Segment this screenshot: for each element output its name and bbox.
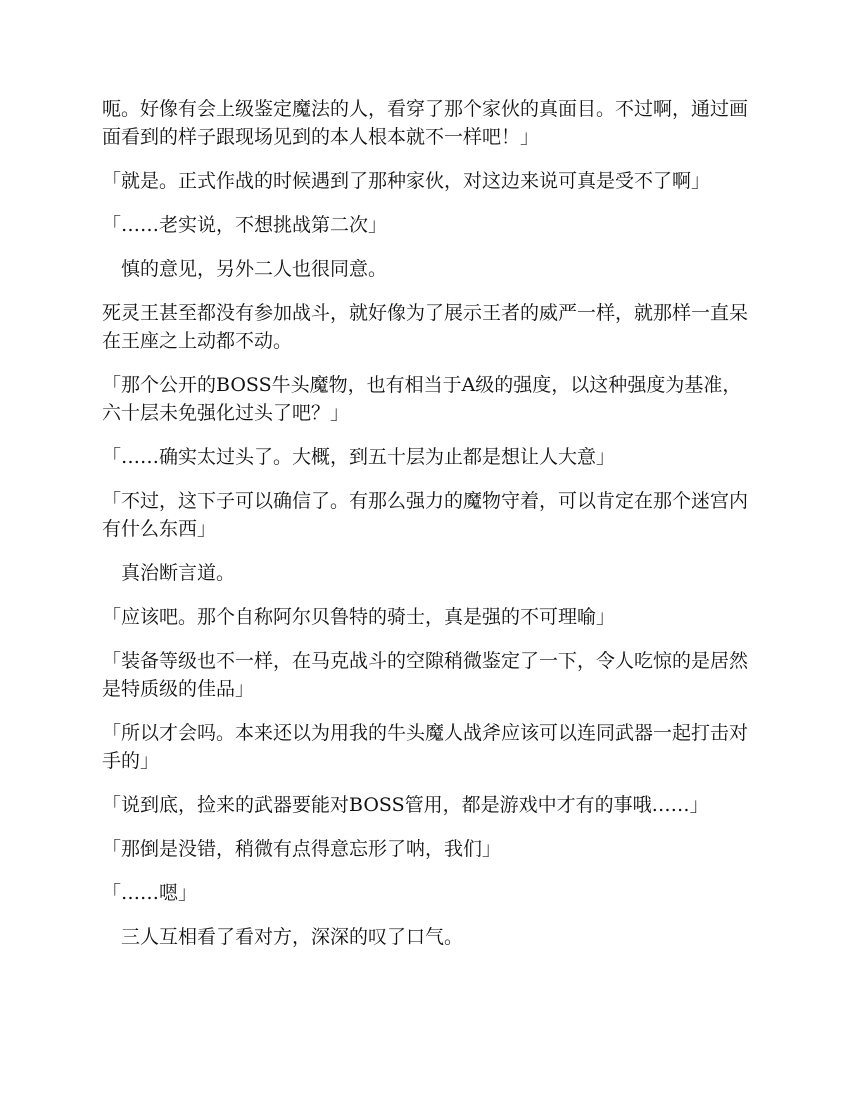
paragraph: 「……老实说，不想挑战第二次」 — [102, 214, 388, 236]
paragraph: 「那个公开的BOSS牛头魔物，也有相当于A级的强度，以这种强度为基准，六十层未免强化过头了吧？」 — [102, 374, 742, 424]
paragraph: 「说到底，捡来的武器要能对BOSS管用，都是游戏中才有的事哦……」 — [102, 794, 709, 816]
paragraph: 「那倒是没错，稍微有点得意忘形了呐，我们」 — [102, 838, 502, 860]
paragraph: 「……嗯」 — [102, 882, 198, 904]
paragraph: 「所以才会吗。本来还以为用我的牛头魔人战斧应该可以连同武器一起打击对手的」 — [102, 722, 749, 772]
paragraph: 慎的意见，另外二人也很同意。 — [121, 258, 388, 280]
paragraph: 「不过，这下子可以确信了。有那么强力的魔物守着，可以肯定在那个迷宫内有什么东西」 — [102, 490, 749, 540]
paragraph: 「就是。正式作战的时候遇到了那种家伙，对这边来说可真是受不了啊」 — [102, 170, 711, 192]
paragraph: 呃。好像有会上级鉴定魔法的人，看穿了那个家伙的真面目。不过啊，通过画面看到的样子跟现场见到的本人根本就不一样吧！」 — [102, 98, 749, 148]
paragraph: 真治断言道。 — [121, 562, 236, 584]
paragraph: 死灵王甚至都没有参加战斗，就好像为了展示王者的威严一样，就那样一直呆在王座之上动都不动。 — [102, 302, 749, 352]
paragraph: 三人互相看了看对方，深深的叹了口气。 — [121, 926, 464, 948]
paragraph: 「应该吧。那个自称阿尔贝鲁特的骑士，真是强的不可理喻」 — [102, 606, 616, 628]
paragraph: 「……确实太过头了。大概，到五十层为止都是想让人大意」 — [102, 446, 616, 468]
paragraph: 「装备等级也不一样，在马克战斗的空隙稍微鉴定了一下，令人吃惊的是居然是特质级的佳品」 — [102, 650, 749, 700]
text-body — [102, 95, 752, 967]
